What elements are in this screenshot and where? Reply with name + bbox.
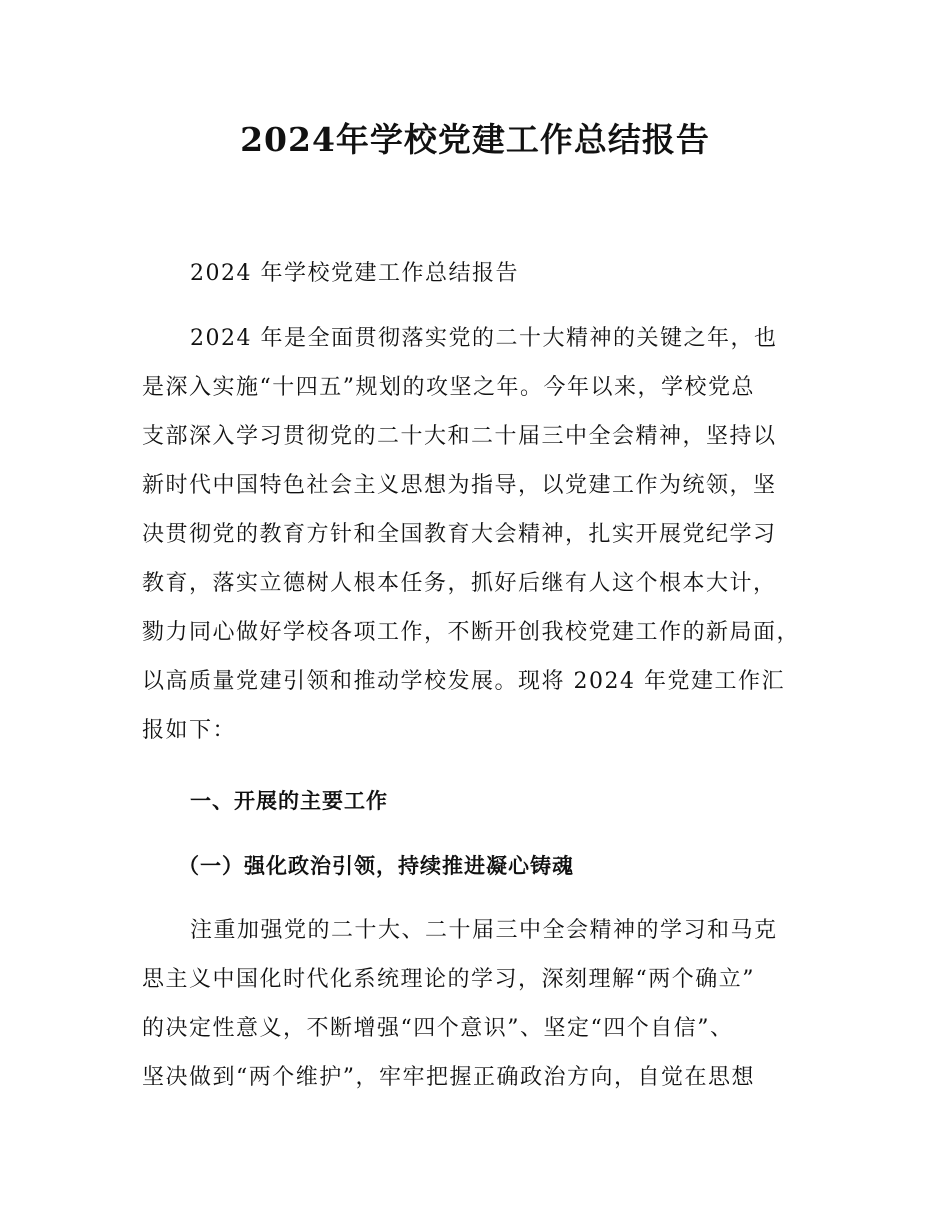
paragraph-line: 支部深入学习贯彻党的二十大和二十届三中全会精神，坚持以 — [142, 424, 777, 449]
paragraph-line: 以高质量党建引领和推动学校发展。现将 2024 年党建工作汇 — [142, 669, 785, 694]
paragraph-line: 2024 年是全面贯彻落实党的二十大精神的关键之年，也 — [190, 326, 778, 351]
paragraph-line: 思主义中国化时代化系统理论的学习，深刻理解“两个确立” — [142, 967, 755, 992]
paragraph-line: 报如下： — [142, 718, 237, 743]
subsection-heading: （一）强化政治引领，持续推进凝心铸魂 — [178, 854, 574, 878]
document-subtitle: 2024 年学校党建工作总结报告 — [190, 261, 519, 286]
section-heading: 一、开展的主要工作 — [190, 789, 388, 813]
paragraph-line: 的决定性意义，不断增强“四个意识”、坚定“四个自信”、 — [142, 1016, 734, 1041]
paragraph-line: 教育，落实立德树人根本任务，抓好后继有人这个根本大计， — [142, 571, 777, 596]
paragraph-line: 新时代中国特色社会主义思想为指导，以党建工作为统领，坚 — [142, 473, 777, 498]
paragraph-line: 决贯彻党的教育方针和全国教育大会精神，扎实开展党纪学习 — [142, 522, 777, 547]
paragraph-line: 勠力同心做好学校各项工作，不断开创我校党建工作的新局面， — [142, 620, 801, 645]
paragraph-line: 是深入实施“十四五”规划的攻坚之年。今年以来，学校党总 — [142, 375, 755, 400]
document-title: 2024年学校党建工作总结报告 — [240, 120, 710, 159]
paragraph-line: 注重加强党的二十大、二十届三中全会精神的学习和马克 — [190, 918, 778, 943]
paragraph-line: 坚决做到“两个维护”，牢牢把握正确政治方向，自觉在思想 — [142, 1065, 755, 1090]
